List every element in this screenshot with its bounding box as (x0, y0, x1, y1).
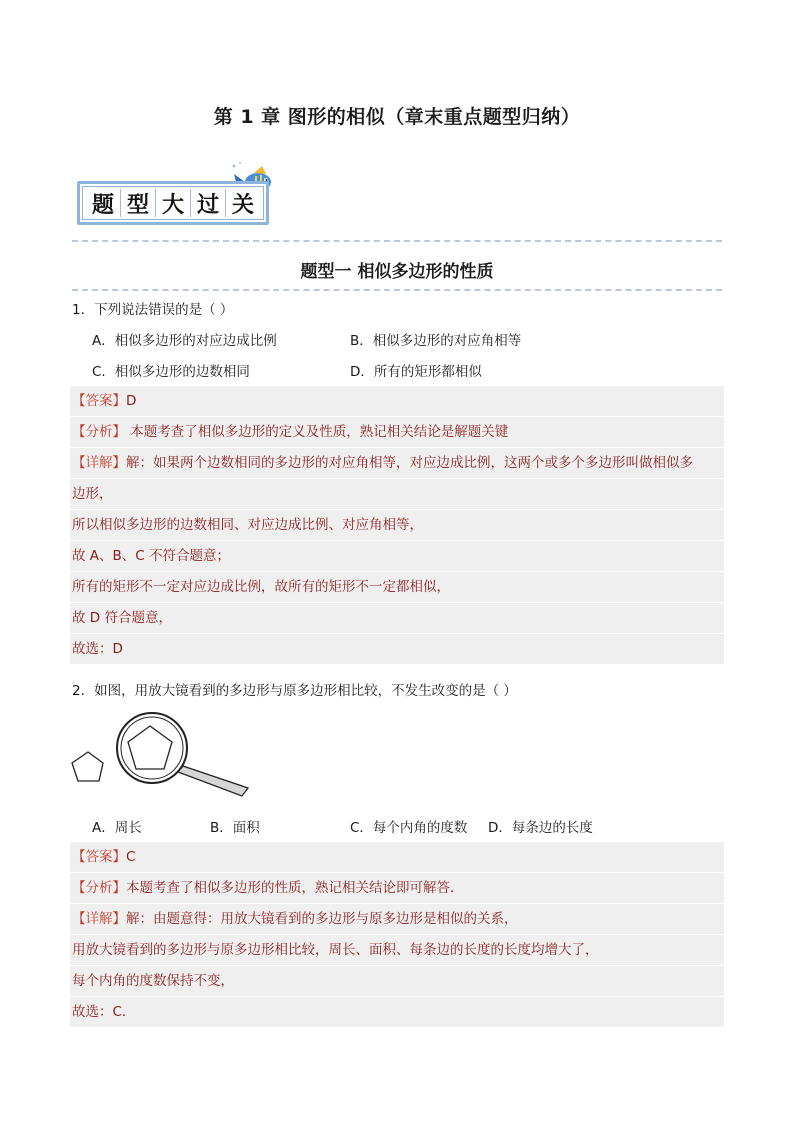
banner-char: 型 (127, 191, 150, 218)
banner-char: 关 (232, 191, 255, 218)
detail-line: 故 A、B、C 不符合题意； (70, 541, 724, 572)
detail-line: 边形， (70, 479, 724, 510)
answer-tag: 【答案】 (72, 393, 126, 409)
banner-char: 大 (162, 191, 185, 218)
analysis-line (70, 417, 724, 448)
analysis-tag: 【分析】 (72, 880, 126, 896)
answer-tag: 【答案】 (72, 849, 126, 865)
answer-line (70, 842, 724, 873)
detail-tag: 【详解】 (72, 911, 126, 927)
section-divider-bottom (72, 289, 722, 291)
section-divider-top (72, 240, 722, 242)
detail-line: 故选：D (70, 634, 724, 665)
section-title: 题型一 相似多边形的性质 (300, 262, 494, 282)
question-2-option-d: D．每条边的长度 (488, 820, 593, 836)
detail-line (70, 448, 724, 479)
question-1-option-b: B．相似多边形的对应角相等 (350, 333, 522, 349)
magnifier-pentagon-figure (66, 708, 256, 808)
question-1-stem: 1．下列说法错误的是（ ） (72, 302, 234, 318)
detail-tag: 【详解】 (72, 455, 126, 471)
small-pentagon (72, 752, 103, 781)
question-2-solution (70, 842, 724, 1028)
answer-line (70, 386, 724, 417)
question-2-option-b: B．面积 (210, 820, 260, 836)
document-title: 第 1 章 图形的相似（章末重点题型归纳） (213, 106, 581, 128)
answer-text: C (126, 849, 136, 865)
magnifier-handle (178, 766, 248, 796)
detail-line: 所有的矩形不一定对应边成比例，故所有的矩形不一定都相似， (70, 572, 724, 603)
question-1-option-a: A．相似多边形的对应边成比例 (92, 333, 277, 349)
detail-line: 故 D 符合题意， (70, 603, 724, 634)
analysis-tag: 【分析】 (72, 424, 126, 440)
detail-text: 解：由题意得：用放大镜看到的多边形与原多边形是相似的关系， (126, 911, 518, 927)
question-1-solution (70, 386, 724, 665)
magnifier-lens (117, 713, 187, 783)
analysis-text: 本题考查了相似多边形的性质，熟记相关结论即可解答． (126, 880, 464, 896)
question-2-option-a: A．周长 (92, 820, 142, 836)
detail-line: 所以相似多边形的边数相同、对应边成比例、对应角相等， (70, 510, 724, 541)
analysis-line (70, 873, 724, 904)
question-2-option-c: C．每个内角的度数 (350, 820, 468, 836)
answer-text: D (126, 393, 137, 409)
question-1-option-d: D．所有的矩形都相似 (350, 364, 482, 380)
topic-banner (77, 181, 269, 225)
question-2-stem: 2．如图，用放大镜看到的多边形与原多边形相比较，不发生改变的是（ ） (72, 683, 517, 699)
analysis-text: 本题考查了相似多边形的定义及性质，熟记相关结论是解题关键 (126, 424, 509, 440)
detail-line: 每个内角的度数保持不变， (70, 966, 724, 997)
detail-line (70, 904, 724, 935)
detail-line: 故选：C． (70, 997, 724, 1028)
detail-line: 用放大镜看到的多边形与原多边形相比较，周长、面积、每条边的长度的长度均增大了， (70, 935, 724, 966)
banner-char: 过 (197, 191, 220, 218)
banner-char: 题 (92, 191, 115, 218)
question-1-option-c: C．相似多边形的边数相同 (92, 364, 250, 380)
detail-text: 解：如果两个边数相同的多边形的对应角相等，对应边成比例，这两个或多个多边形叫做相似多 (126, 455, 693, 471)
